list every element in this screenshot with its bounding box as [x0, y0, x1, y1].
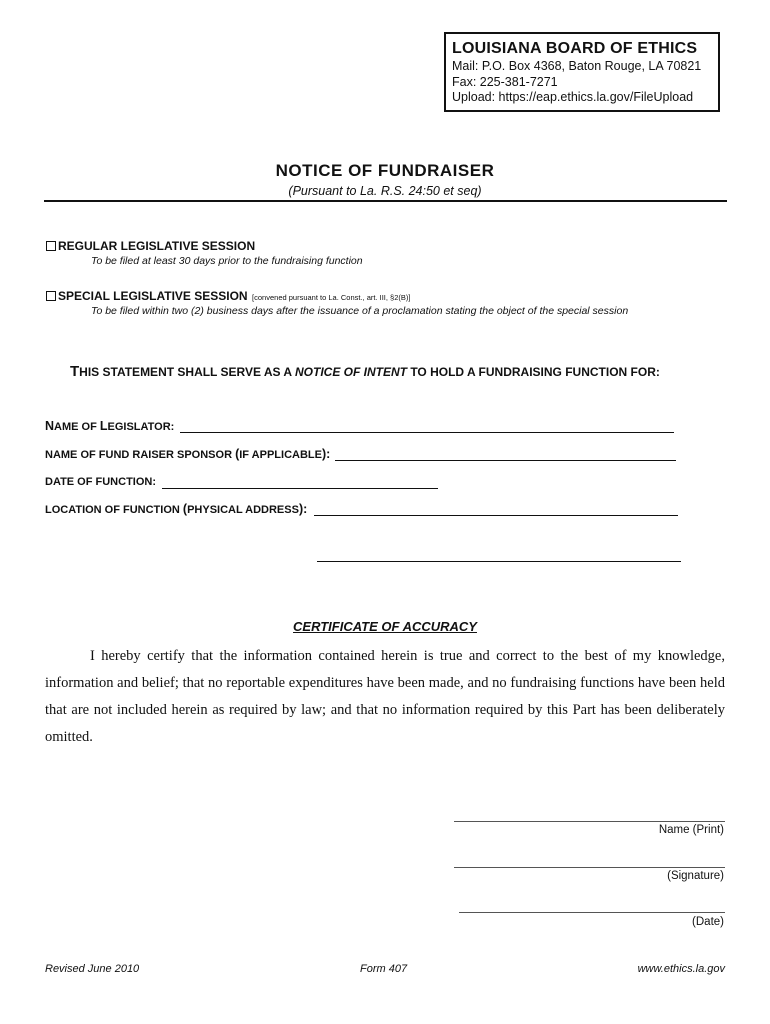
- special-session-citation: [convened pursuant to La. Const., art. III, §2(B)]: [252, 293, 411, 302]
- name-print-line[interactable]: [454, 821, 725, 822]
- sponsor-paren-open: (: [235, 447, 240, 461]
- certificate-title: CERTIFICATE OF ACCURACY: [293, 619, 477, 634]
- form-title: NOTICE OF FUNDRAISER: [275, 161, 495, 180]
- special-session-label: SPECIAL LEGISLATIVE SESSION: [58, 289, 248, 303]
- certificate-text: [45, 643, 725, 751]
- sponsor-label-b: IF APPLICABLE: [239, 449, 322, 461]
- agency-name: LOUISIANA BOARD OF ETHICS: [452, 40, 698, 57]
- location-label: [45, 502, 307, 516]
- intent-statement: [70, 363, 660, 380]
- location-label-b: PHYSICAL ADDRESS: [187, 504, 299, 516]
- location-field-line1[interactable]: [314, 515, 678, 516]
- upload-url: Upload: https://eap.ethics.la.gov/FileUpload: [452, 90, 694, 104]
- function-date-field[interactable]: [162, 488, 438, 489]
- sponsor-paren-close: ):: [321, 447, 331, 461]
- revision-date: Revised June 2010: [45, 963, 140, 975]
- form-number: Form 407: [360, 963, 408, 975]
- intent-initial: T: [70, 363, 80, 380]
- intent-before: HIS STATEMENT SHALL SERVE AS A: [79, 365, 295, 379]
- date-label: (Date): [692, 916, 724, 928]
- mail-address: Mail: P.O. Box 4368, Baton Rouge, LA 70821: [452, 59, 702, 73]
- legislator-cap2: L: [99, 419, 108, 433]
- special-session-option: [46, 287, 410, 305]
- sponsor-label: [45, 447, 330, 461]
- location-paren-close: ):: [298, 502, 308, 516]
- special-session-checkbox[interactable]: [46, 291, 56, 301]
- legislator-name-field[interactable]: [180, 432, 674, 433]
- signature-line[interactable]: [454, 867, 725, 868]
- website-link[interactable]: www.ethics.la.gov: [637, 963, 725, 975]
- name-print-label: Name (Print): [658, 824, 724, 836]
- regular-session-label: REGULAR LEGISLATIVE SESSION: [58, 239, 256, 253]
- sponsor-label-a: NAME OF FUND RAISER SPONSOR: [45, 449, 236, 461]
- regular-session-option: [46, 237, 255, 255]
- form-subtitle: (Pursuant to La. R.S. 24:50 et seq): [288, 184, 482, 198]
- date-line[interactable]: [459, 912, 725, 913]
- intent-after: TO HOLD A FUNDRAISING FUNCTION FOR:: [406, 365, 660, 379]
- agency-contact-box: [444, 32, 720, 112]
- signature-label: (Signature): [667, 870, 724, 882]
- title-divider: [44, 200, 727, 202]
- legislator-name-label: [45, 419, 174, 433]
- location-label-a: LOCATION OF FUNCTION: [45, 504, 183, 516]
- special-session-instruction: To be filed within two (2) business days after the issuance of a proclamation stating the object of the special session: [91, 305, 629, 317]
- legislator-cap1: N: [45, 419, 55, 433]
- sponsor-field[interactable]: [335, 460, 676, 461]
- location-field-line2[interactable]: [317, 561, 681, 562]
- regular-session-checkbox[interactable]: [46, 241, 56, 251]
- legislator-small1: AME OF: [54, 421, 100, 433]
- legislator-small2: EGISLATOR:: [107, 421, 175, 433]
- certificate-statement: I hereby certify that the information contained herein is true and correct to the best of my knowledge, information and belief; that no reportable expenditures have been made, and no fundraising functions have been held that are not included herein as required by law; and that no information required by this Part has been deliberately omitted.: [45, 648, 725, 745]
- intent-emphasis: NOTICE OF INTENT: [294, 365, 407, 379]
- function-date-label: DATE OF FUNCTION:: [45, 476, 157, 488]
- fax-number: Fax: 225-381-7271: [452, 74, 558, 89]
- location-paren-open: (: [182, 502, 188, 516]
- regular-session-instruction: To be filed at least 30 days prior to the fundraising function: [91, 255, 363, 267]
